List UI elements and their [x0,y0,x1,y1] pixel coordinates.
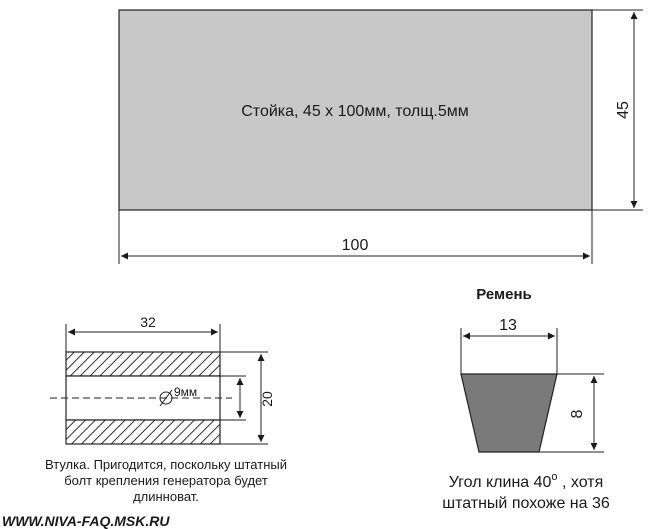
belt-caption-line-2: штатный похоже на 36 [442,495,610,512]
plate-height-dim: 45 [615,101,632,119]
bushing-drawing [45,314,287,504]
belt-caption-prefix: Угол клина 40 [448,474,552,491]
bushing-width-dim: 32 [140,314,156,330]
plate-width-dim: 100 [341,237,369,254]
bushing-height-dim: 20 [259,391,275,407]
bushing-hole-dim: 9мм [174,385,198,399]
belt-caption-suffix: , хотя [557,474,604,491]
belt-top-dim: 13 [499,317,517,334]
bushing-wall-bottom [66,420,220,444]
bushing-caption-line-2: болт крепления генератора будет [64,473,268,488]
bushing-caption-line-1: Втулка. Пригодится, поскольку штатный [45,457,287,472]
belt-profile [461,374,557,452]
belt-height-dim: 8 [569,409,586,419]
belt-caption-degree: o [551,471,558,483]
belt-caption-line-1 [449,471,604,491]
plate-label: Стойка, 45 х 100мм, толщ.5мм [241,103,469,120]
plate-drawing [119,10,643,264]
watermark-url: WWW.NIVA-FAQ.MSK.RU [2,513,170,529]
belt-drawing [442,286,610,512]
belt-title: Ремень [476,286,532,303]
bushing-wall-top [66,352,220,376]
bushing-caption-line-3: длинноват. [133,489,199,504]
